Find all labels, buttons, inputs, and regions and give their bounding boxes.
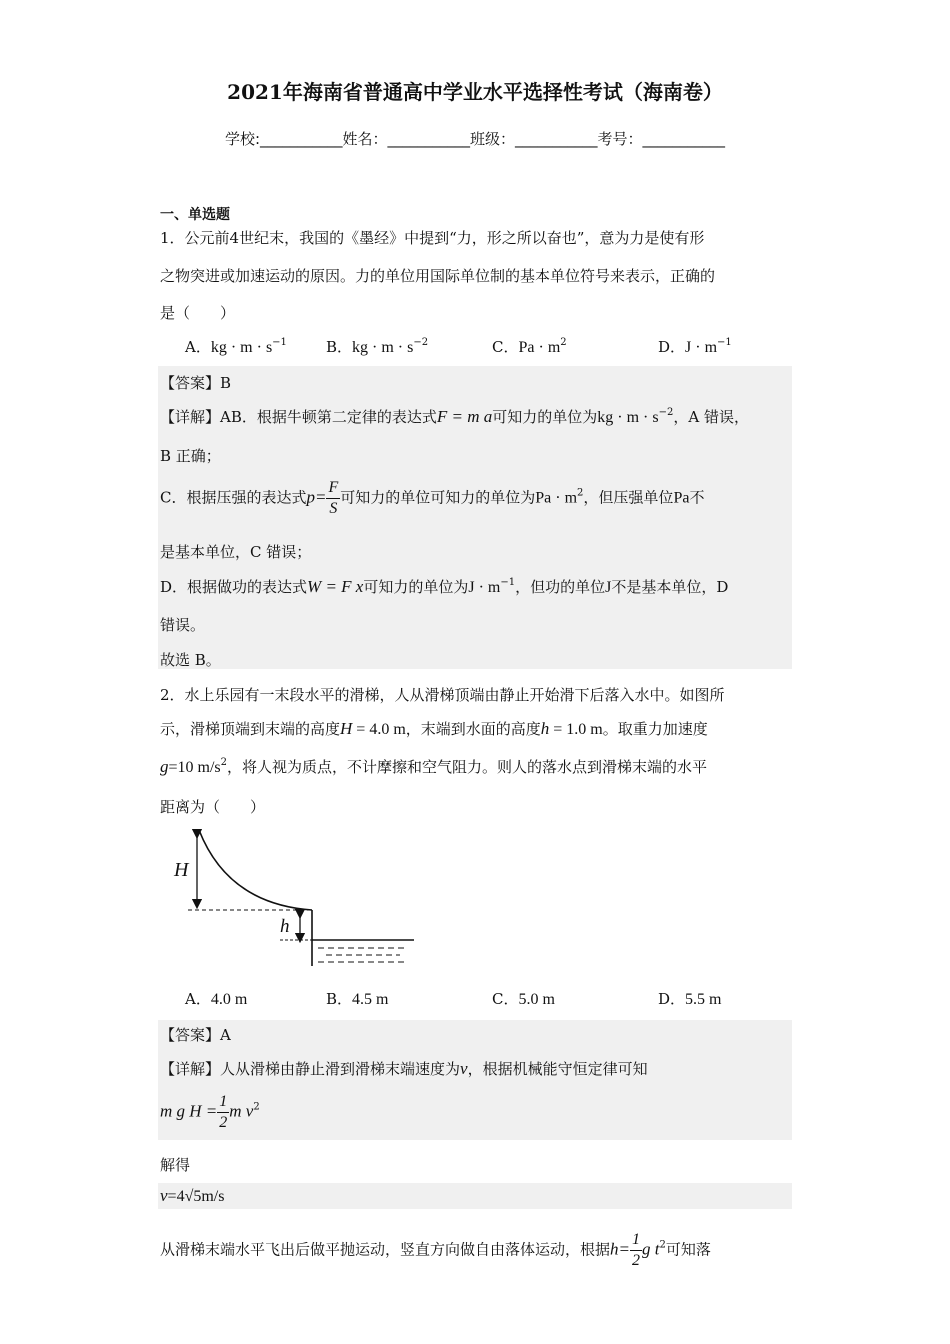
q2-solve-label: 解得 — [160, 1156, 191, 1174]
q2-detail: 【详解】人从滑梯由静止滑到滑梯末端速度为v，根据机械能守恒定律可知 — [160, 1059, 648, 1078]
q2-option-c: C．5.0 m — [492, 990, 555, 1008]
q1-option-d: D．$J \cdot m^{-1}$ — [658, 337, 732, 356]
q2-line-3: g=10 $m/s^2$，将人视为质点，不计摩擦和空气阻力。则人的落水点到滑梯末端的水平 — [160, 757, 708, 776]
q2-option-d: D．5.5 m — [658, 990, 722, 1008]
q1-detail-b: B 正确； — [160, 447, 221, 465]
q2-line-2: 示，滑梯顶端到末端的高度H = 4.0 m，末端到水面的高度h = 1.0 m。取重力加速度 — [160, 719, 708, 738]
q1-detail-ab: 【详解】AB．根据牛顿第二定律的表达式F = m a可知力的单位为kg · $m \cdot s^{-2}$，A 错误， — [160, 407, 749, 426]
q1-detail-c: C．根据压强的表达式p= $\frac{F}{S}$ 可知力的单位可知力的单位为$Pa \cdot m^2$，但压强单位Pa不 — [160, 479, 705, 517]
q1-line-3: 是（ ） — [160, 304, 236, 322]
q2-velocity-result: v=4√5m/s — [160, 1186, 225, 1205]
q2-energy-equation: m g H = $\frac{1}{2}$ m $v^2$ — [160, 1093, 260, 1131]
page-title: 2021年海南省普通高中学业水平选择性考试（海南卷） — [227, 80, 723, 104]
section-heading: 一、单选题 — [160, 207, 230, 223]
label-H: H — [174, 859, 189, 881]
q1-option-c: C．$Pa \cdot m^2$ — [492, 337, 567, 356]
q1-conclusion: 故选 B。 — [160, 651, 221, 669]
q1-detail-c-cont: 是基本单位，C 错误； — [160, 543, 312, 561]
q1-line-2: 之物突进或加速运动的原因。力的单位用国际单位制的基本单位符号来表示，正确的 — [160, 267, 716, 285]
q1-line-1: 1．公元前4世纪末，我国的《墨经》中提到“力，形之所以奋也”，意为力是使有形 — [160, 229, 705, 247]
q2-line-1: 2．水上乐园有一末段水平的滑梯，人从滑梯顶端由静止开始滑下后落入水中。如图所 — [160, 686, 725, 704]
q2-result-block — [158, 1183, 792, 1209]
q1-answer: 【答案】B — [160, 374, 232, 392]
q2-last-line: 从滑梯末端水平飞出后做平抛运动，竖直方向做自由落体运动，根据h= $\frac{1}{2}$ g $t^2$可知落 — [160, 1231, 711, 1269]
slide-curve — [199, 830, 312, 910]
q1-option-a: A．kg · $m \cdot s^{-1}$ — [185, 337, 287, 356]
q1-option-b: B．kg · $m \cdot s^{-2}$ — [326, 337, 429, 356]
label-h: h — [280, 916, 290, 937]
q2-option-a: A．4.0 m — [185, 990, 248, 1008]
slide-diagram — [168, 824, 428, 974]
q2-option-b: B．4.5 m — [326, 990, 389, 1008]
q1-detail-d: D．根据做功的表达式W = F x可知力的单位为$J \cdot m^{-1}$，但功的单位J不是基本单位，D — [160, 577, 729, 596]
q1-detail-d-cont: 错误。 — [160, 616, 206, 634]
student-info-line: 学校:___________姓名：___________班级：___________考号：___________ — [224, 130, 726, 148]
q2-line-4: 距离为（ ） — [160, 798, 266, 816]
q2-answer: 【答案】A — [160, 1026, 231, 1044]
